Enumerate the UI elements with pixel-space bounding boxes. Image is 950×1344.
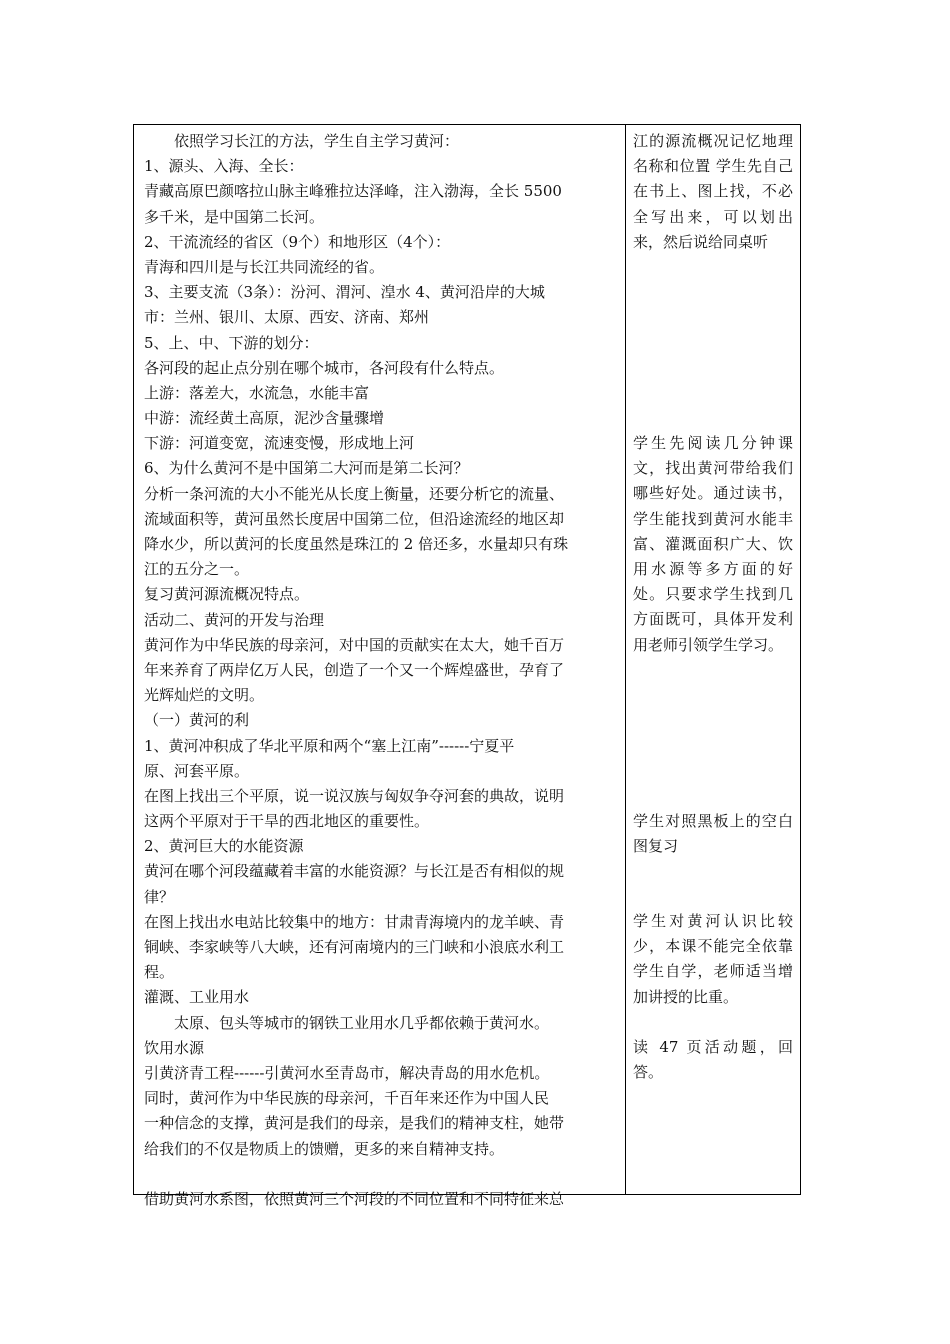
text-line: 饮用水源 [144,1038,205,1057]
text-line: 2、干流流经的省区（9个）和地形区（4个）： [144,232,451,251]
section-heading: 活动二、黄河的开发与治理 [144,610,325,629]
side-note: 江的源流概况记忆地理名称和位置 学生先自己在书上、图上找，不必全写出来，可以划出来，然后说给同桌听 [633,132,793,251]
text-line: 上游：落差大，水流急，水能丰富 [144,383,370,402]
text-line: 分析一条河流的大小不能光从长度上衡量，还要分析它的流量、 [144,484,565,503]
text-line: 律？ [144,887,175,906]
text-line: 1、黄河冲积成了华北平原和两个“塞上江南”------宁夏平 [144,736,515,755]
text-line: 灌溉、工业用水 [144,988,250,1007]
text-line: 这两个平原对于干旱的西北地区的重要性。 [144,812,430,831]
text-line: 依照学习长江的方法，学生自主学习黄河： [174,132,460,150]
side-note: 学生先阅读几分钟课文，找出黄河带给我们哪些好处。通过读书，学生能找到黄河水能丰富、灌溉面积广大、饮用水源等多方面的好处。只要求学生找到几方面既可，具体开发利用老师引领学生学习。 [633,434,793,654]
text-line: 青海和四川是与长江共同流经的省。 [144,257,385,276]
text-line: 多千米，是中国第二长河。 [144,207,325,226]
blank-line [144,1162,618,1187]
text-line: 在图上找出水电站比较集中的地方：甘肃青海境内的龙羊峡、青 [144,912,565,931]
text-line: 原、河套平原。 [144,761,250,780]
text-line: 江的五分之一。 [144,560,250,579]
text-line: 借助黄河水系图，依照黄河三个河段的不同位置和不同特征来总 [144,1189,565,1208]
text-line: 青藏高原巴颜喀拉山脉主峰雅拉达泽峰，注入渤海，全长 5500 [144,182,562,201]
main-content-column [144,129,618,1212]
text-line: 复习黄河源流概况特点。 [144,585,310,604]
text-line: 6、为什么黄河不是中国第二大河而是第二长河？ [144,459,469,478]
text-line: 黄河作为中华民族的母亲河，对中国的贡献实在太大，她千百万 [144,635,565,654]
text-line: 引黄济青工程------引黄河水至青岛市，解决青岛的用水危机。 [144,1063,550,1082]
side-note: 学生对照黑板上的空白图复习 [633,812,793,856]
text-line: 光辉灿烂的文明。 [144,686,265,705]
text-line: 流域面积等，黄河虽然长度居中国第二位，但沿途流经的地区却 [144,509,565,528]
side-note: 读 47 页活动题，回答。 [633,1038,793,1082]
text-line: 一种信念的支撑，黄河是我们的母亲，是我们的精神支柱，她带 [144,1114,565,1133]
text-line: 程。 [144,963,175,982]
text-line: 各河段的起止点分别在哪个城市，各河段有什么特点。 [144,358,505,377]
lesson-table [133,124,801,1208]
text-line: 下游：河道变宽，流速变慢，形成地上河 [144,434,415,453]
text-line: 同时，黄河作为中华民族的母亲河，千百年来还作为中国人民 [144,1089,550,1108]
text-line: 2、黄河巨大的水能资源 [144,837,304,856]
text-line: 年来养育了两岸亿万人民，创造了一个又一个辉煌盛世，孕育了 [144,660,565,679]
text-line: 降水少，所以黄河的长度虽然是珠江的 2 倍还多，水量却只有珠 [144,535,569,553]
section-heading: （一）黄河的利 [144,711,250,730]
text-line: 黄河在哪个河段蕴藏着丰富的水能资源？与长江是否有相似的规 [144,862,565,881]
text-line: 在图上找出三个平原，说一说汉族与匈奴争夺河套的典故，说明 [144,786,565,805]
text-line: 太原、包头等城市的钢铁工业用水几乎都依赖于黄河水。 [174,1013,550,1032]
column-divider [625,125,626,1194]
text-line: 市：兰州、银川、太原、西安、济南、郑州 [144,308,430,327]
text-line: 1、源头、入海、全长： [144,157,304,176]
text-line: 5、上、中、下游的划分： [144,333,319,352]
text-line: 给我们的不仅是物质上的馈赠，更多的来自精神支持。 [144,1139,505,1158]
text-line: 3、主要支流（3条）：汾河、渭河、湟水 4、黄河沿岸的大城 [144,283,545,302]
text-line: 铜峡、李家峡等八大峡，还有河南境内的三门峡和小浪底水利工 [144,938,565,956]
side-note: 学生对黄河认识比较少，本课不能完全依靠学生自学，老师适当增加讲授的比重。 [633,912,793,1006]
text-line: 中游：流经黄土高原，泥沙含量骤增 [144,409,385,428]
